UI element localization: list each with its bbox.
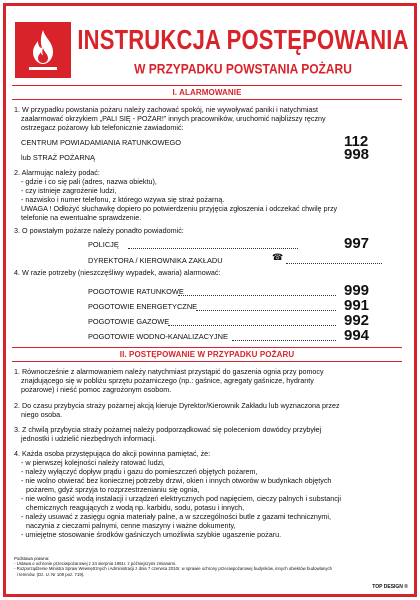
paragraph-ii-4 [14, 449, 406, 539]
paragraph-3: 3. O powstałym pożarze należy ponadto powiadomić: [14, 226, 184, 235]
service-number: 999 [344, 282, 370, 299]
dotted-leader [178, 295, 336, 296]
footer-line: - Rozporządzenie Ministra Spraw Wewnętrznych i Administracji z dnia 7 czerwca 2010r. w sprawie ochrony przeciwpożarowej budynków, innych obiektów budowlanych [14, 566, 333, 572]
straz-number: 998 [344, 146, 370, 163]
dotted-leader [196, 310, 336, 311]
text-line: - czy istnieje zagrożenie ludzi, [21, 186, 117, 195]
service-number: 992 [344, 312, 370, 329]
text-line: - nazwisko i numer telefonu, z którego wzywa się straż pożarną. [21, 195, 225, 204]
legal-footer [14, 556, 344, 577]
text-line: jednostki i udzielić niezbędnych informacji. [21, 434, 157, 443]
divider [12, 99, 402, 100]
header-title-block [76, 23, 410, 78]
brand-mark: TOP DESIGN ® [372, 584, 408, 590]
list-item: - nie wolno otwierać bez koniecznej potrzeby drzwi, okien i innych otworów w budynkach objętych [21, 476, 332, 485]
footer-line: Podstawa prawna: [14, 556, 50, 561]
straz-label: lub STRAŻ POŻARNĄ [21, 153, 95, 162]
list-item: pożarem, gdyż sprzyja to rozprzestrzenianiu się ognia, [26, 485, 200, 494]
text-line: pożarowe) i nieść pomoc zagrożonym osobom. [21, 385, 172, 394]
list-item: - należy usuwać z zasięgu ognia materiały palne, a w szczególności butle z gazami technicznymi, [21, 512, 332, 521]
fire-icon [15, 22, 71, 78]
list-item: naczynia z cieczami palnymi, cenne maszyny i ważne dokumenty, [26, 521, 236, 530]
list-item: - umiejętne stosowanie środków gaśniczych umożliwia szybkie ugaszenie pożaru. [21, 530, 282, 539]
text-line: niego osoba. [21, 410, 63, 419]
text-line: zaalarmować okrzykiem „PALI SIĘ - POŻAR!” innych pracowników, uruchomić najbliższy ręczny [21, 114, 326, 123]
list-item: chemicznych reagujących z wodą np. karbidu, sodu, potasu i innych, [26, 503, 245, 512]
text-line: UWAGA ! Odłożyć słuchawkę dopiero po potwierdzeniu przyjęcia zgłoszenia i odczekać chwilę przy [21, 204, 338, 213]
text-line: telefonie na ewentualne sprawdzenie. [21, 213, 142, 222]
dotted-leader [286, 263, 382, 264]
service-number: 994 [344, 327, 370, 344]
service-label: POGOTOWIE GAZOWE [88, 317, 170, 326]
cpr-label: CENTRUM POWIADAMIANIA RATUNKOWEGO [21, 138, 181, 147]
page-subtitle: W PRZYPADKU POWSTANIA POŻARU [134, 61, 352, 78]
service-number: 991 [344, 297, 370, 314]
paragraph-4: 4. W razie potrzeby (nieszczęśliwy wypadek, awaria) alarmować: [14, 268, 221, 277]
paragraph-ii-1 [14, 367, 404, 394]
dyrektora-label: DYREKTORA / KIEROWNIKA ZAKŁADU [88, 256, 223, 265]
text-line: 4. Każda osoba przystępująca do akcji powinna pamiętać, że: [14, 449, 211, 458]
cpr-number: 112 [344, 133, 369, 150]
paragraph-ii-3 [14, 425, 404, 443]
footer-line: - Ustawa o ochronie przeciwpożarowej z 24 sierpnia 1991r. z późniejszymi zmianami. [14, 561, 177, 567]
policja-label: POLICJĘ [88, 240, 119, 249]
divider [12, 347, 402, 348]
dotted-leader [232, 340, 336, 341]
paragraph-ii-2 [14, 401, 404, 419]
dotted-leader [168, 325, 336, 326]
service-label: POGOTOWIE RATUNKOWE [88, 287, 184, 296]
list-item: - należy wyłączyć dopływ prądu i gazu do pomieszczeń objętych pożarem, [21, 467, 258, 476]
divider [12, 361, 402, 362]
list-item: - w pierwszej kolejności należy ratować ludzi, [21, 458, 165, 467]
footer-line: i terenów. (Dz. U. Nr 109 poz. 719). [17, 571, 85, 577]
divider [12, 85, 402, 86]
policja-number: 997 [344, 235, 370, 252]
text-line: 2. Alarmując należy podać: [14, 168, 100, 177]
text-line: - gdzie i co się pali (adres, nazwa obiektu), [21, 177, 157, 186]
text-line: 2. Do czasu przybycia straży pożarnej akcją kieruje Dyrektor/Kierownik Zakładu lub wyznaczona przez [14, 401, 340, 410]
text-line: 1. Równocześnie z alarmowaniem należy natychmiast przystąpić do gaszenia ognia przy pomocy [14, 367, 324, 376]
page-title: INSTRUKCJA POSTĘPOWANIA [77, 23, 409, 55]
text-line: 3. Z chwilą przybycia straży pożarnej należy podporządkować się poleceniom dowódcy przybyłej [14, 425, 322, 434]
service-label: POGOTOWIE WODNO-KANALIZACYJNE [88, 332, 228, 341]
service-label: POGOTOWIE ENERGETYCZNE [88, 302, 198, 311]
text-line: ostrzegacz pożarowy lub telefonicznie zawiadomić: [21, 123, 184, 132]
phone-icon: ☎ [272, 253, 284, 263]
paragraph-2 [14, 168, 404, 222]
text-line: 1. W przypadku powstania pożaru należy zachować spokój, nie wywoływać paniki i natychmiast [14, 105, 319, 114]
paragraph-1 [14, 105, 404, 132]
text-line: znajdującego się w pobliżu sprzętu pożarniczego (np.: gaśnice, agregaty gaśnicze, hydranty [21, 376, 314, 385]
section-heading-postepowanie: II. POSTĘPOWANIE W PRZYPADKU POŻARU [119, 350, 295, 359]
dotted-leader [128, 248, 298, 249]
section-heading-alarmowanie: I. ALARMOWANIE [172, 88, 242, 97]
list-item: - nie wolno gasić wodą instalacji i urządzeń elektrycznych pod napięciem, cieczy palnych i substancji [21, 494, 342, 503]
